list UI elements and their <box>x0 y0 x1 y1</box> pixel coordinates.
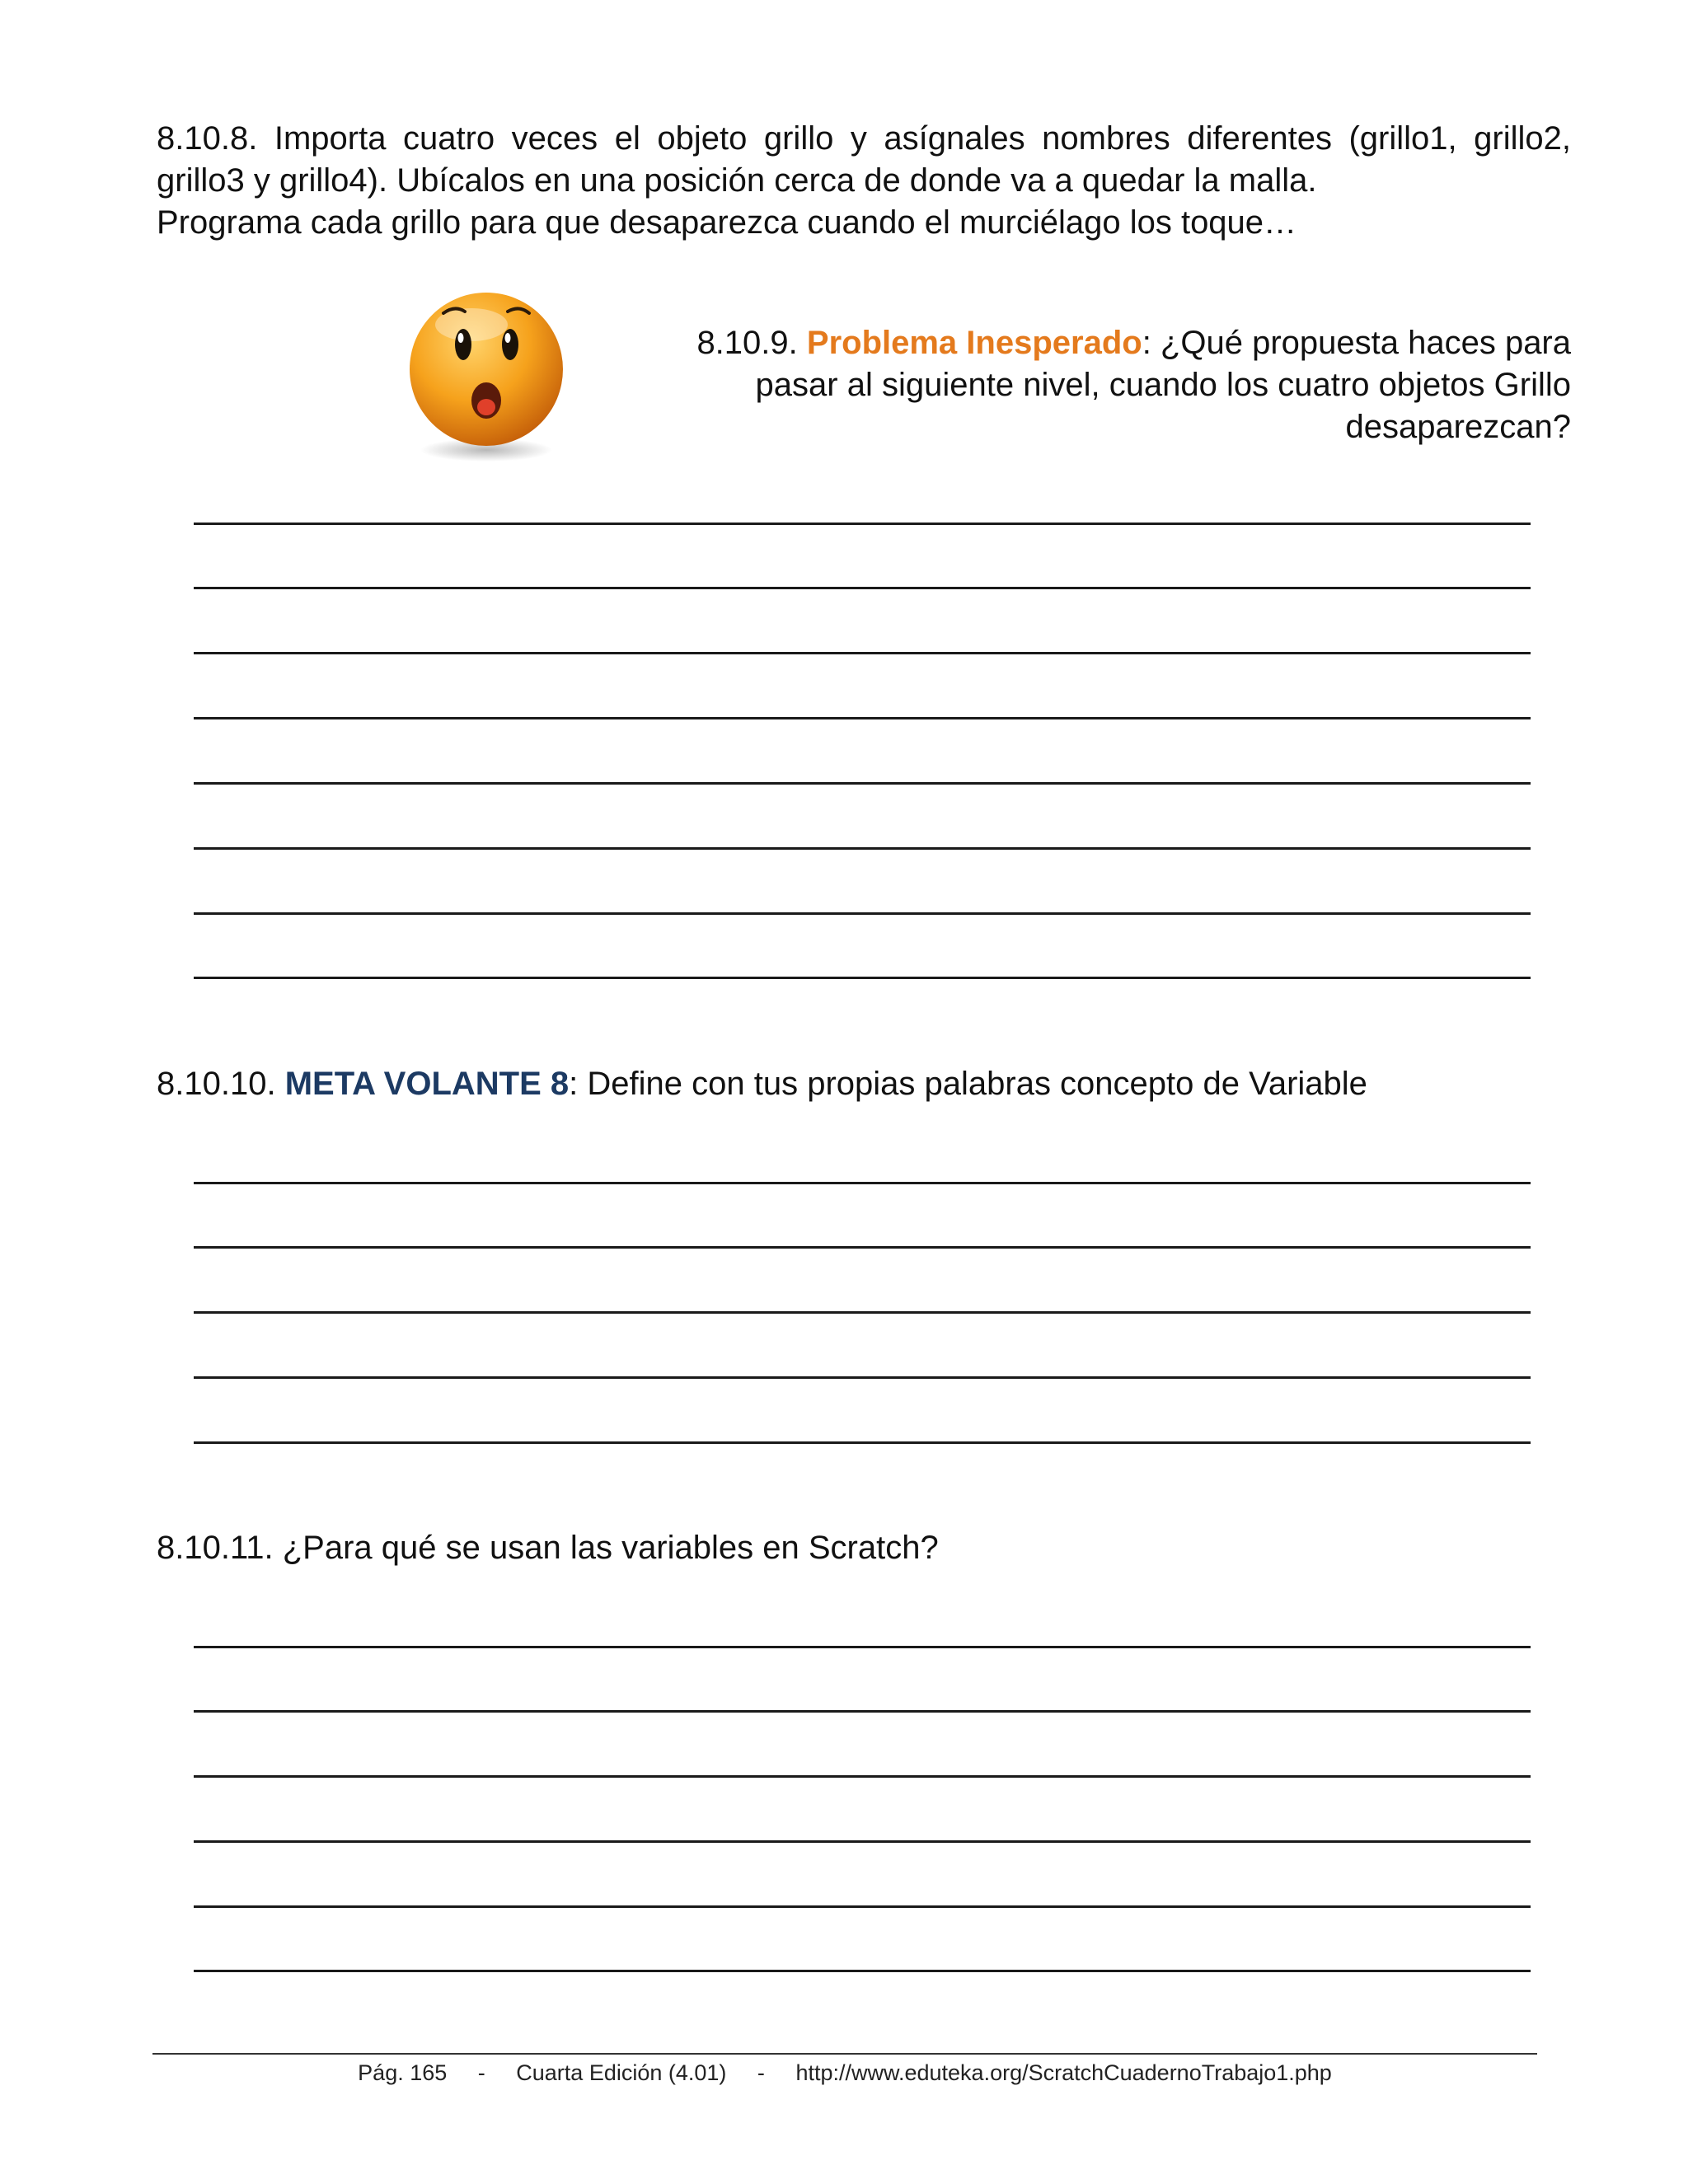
answer-line[interactable] <box>194 587 1531 589</box>
answer-line[interactable] <box>194 847 1531 850</box>
question-8-10-8 <box>157 118 1571 244</box>
answer-line[interactable] <box>194 1646 1531 1648</box>
question-8-10-9-text: : ¿Qué propuesta haces para pasar al siguiente nivel, cuando los cuatro objetos Grillo desaparezcan? <box>755 325 1571 445</box>
surprised-face-icon <box>404 287 569 464</box>
answer-line[interactable] <box>194 1311 1531 1314</box>
page-number: Pág. 165 <box>358 2060 448 2085</box>
question-8-10-10-number: 8.10.10. <box>157 1066 276 1102</box>
answer-line[interactable] <box>194 717 1531 719</box>
question-8-10-9 <box>676 322 1571 448</box>
answer-line[interactable] <box>194 1182 1531 1184</box>
problema-inesperado-label: Problema Inesperado <box>806 325 1142 361</box>
footer-url[interactable]: http://www.eduteka.org/ScratchCuadernoTrabajo1.php <box>795 2060 1332 2085</box>
question-8-10-9-number: 8.10.9. <box>696 325 798 361</box>
answer-line[interactable] <box>194 1246 1531 1249</box>
answer-line[interactable] <box>194 1376 1531 1379</box>
page-footer: Pág. 165 - Cuarta Edición (4.01) - http://www.eduteka.org/ScratchCuadernoTrabajo1.php <box>358 2060 1332 2085</box>
answer-line[interactable] <box>194 782 1531 785</box>
answer-line[interactable] <box>194 1905 1531 1908</box>
answer-line[interactable] <box>194 523 1531 525</box>
answer-line[interactable] <box>194 977 1531 979</box>
question-8-10-11: 8.10.11. ¿Para qué se usan las variables en Scratch? <box>157 1530 939 1566</box>
question-8-10-10 <box>157 1063 1367 1105</box>
meta-volante-label: META VOLANTE 8 <box>284 1066 570 1102</box>
answer-line[interactable] <box>194 652 1531 654</box>
footer-divider <box>152 2053 1537 2055</box>
answer-line[interactable] <box>194 1710 1531 1713</box>
answer-line[interactable] <box>194 1970 1531 1972</box>
answer-line[interactable] <box>194 1775 1531 1778</box>
answer-line[interactable] <box>194 1840 1531 1843</box>
question-8-10-8-text: 8.10.8. Importa cuatro veces el objeto grillo y asígnales nombres diferentes (grillo1, grillo2, grillo3 y grillo4). Ubícalos en una posición cerca de donde va a quedar la malla. <box>157 120 1571 199</box>
answer-line[interactable] <box>194 1441 1531 1444</box>
answer-line[interactable] <box>194 912 1531 915</box>
question-8-10-8-text-end: Programa cada grillo para que desaparezca cuando el murciélago los toque… <box>157 204 1297 241</box>
edition-label: Cuarta Edición (4.01) <box>516 2060 727 2085</box>
question-8-10-10-text: : Define con tus propias palabras concepto de Variable <box>569 1066 1367 1102</box>
